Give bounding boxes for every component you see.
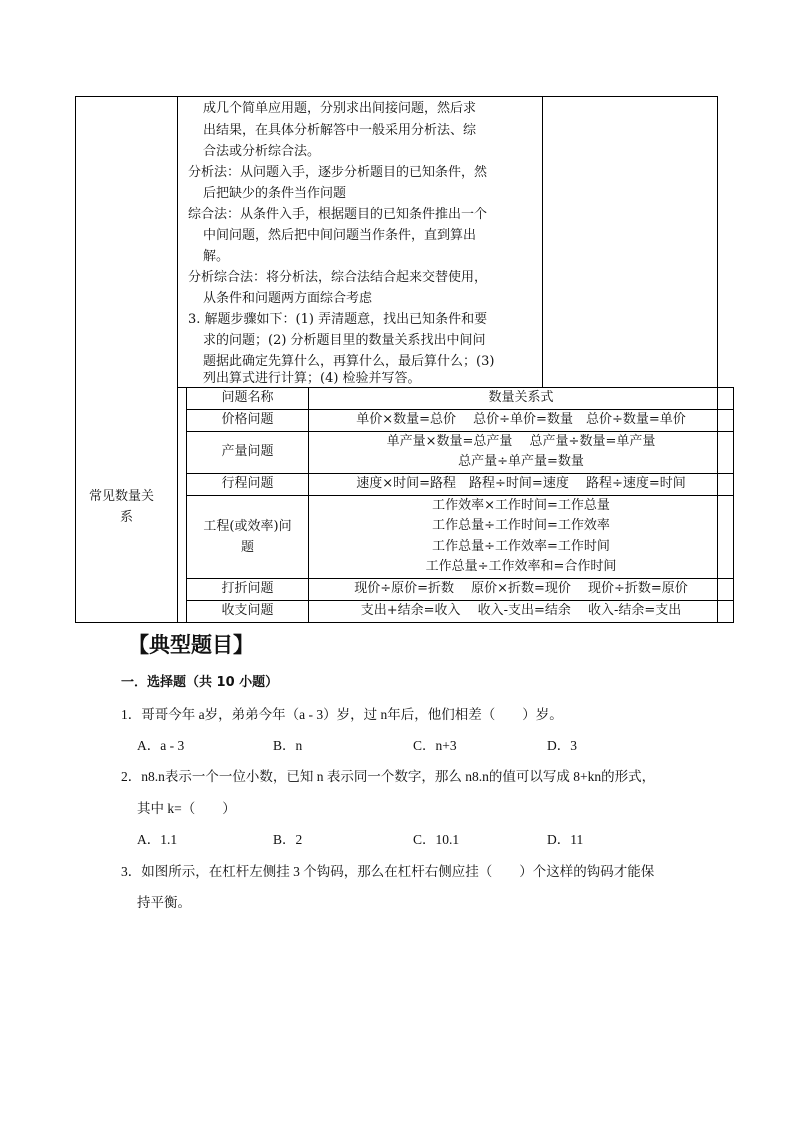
- upper-line: 分析综合法：将分析法，综合法结合起来交替使用，: [188, 270, 488, 285]
- row-formula: 工作总量÷工作时间=工作效率: [432, 518, 610, 533]
- row-name: 产量问题: [221, 444, 274, 459]
- section-title: 【典型题目】: [128, 633, 254, 657]
- row-name: 行程问题: [221, 476, 274, 491]
- row-name: 题: [240, 540, 254, 555]
- header-formula: 数量关系式: [488, 390, 554, 405]
- upper-line: 列出算式进行计算；(4) 检验并写答。: [203, 371, 421, 386]
- left-label: 常见数量关: [89, 489, 155, 504]
- row-formula: 工作总量÷工作效率和=合作时间: [425, 559, 617, 574]
- row-formula: 工作总量÷工作效率=工作时间: [432, 539, 610, 554]
- option-b[interactable]: B．n: [273, 738, 303, 753]
- upper-line: 综合法：从条件入手，根据题目的已知条件推出一个: [188, 207, 488, 222]
- subsection-title: 一．选择题（共 10 小题）: [121, 675, 279, 690]
- upper-line: 题据此确定先算什么，再算什么，最后算什么；(3): [203, 354, 495, 369]
- upper-line: 合法或分析综合法。: [203, 144, 321, 159]
- option-a[interactable]: A．a - 3: [137, 738, 185, 753]
- row-name: 价格问题: [221, 412, 274, 427]
- upper-line: 解。: [203, 249, 230, 264]
- upper-line: 中间问题，然后把中间问题当作条件，直到算出: [203, 228, 477, 243]
- row-formula: 支出+结余=收入 收入-支出=结余 收入-结余=支出: [360, 603, 682, 618]
- option-d[interactable]: D．11: [547, 832, 584, 847]
- upper-line: 从条件和问题两方面综合考虑: [203, 291, 373, 306]
- header-name: 问题名称: [221, 390, 274, 405]
- question-3-cont: 持平衡。: [137, 895, 191, 910]
- option-a[interactable]: A．1.1: [137, 832, 178, 847]
- row-formula: 总产量÷单产量=数量: [458, 454, 584, 469]
- upper-line: 成几个简单应用题，分别求出间接问题，然后求: [203, 101, 477, 116]
- option-c[interactable]: C．10.1: [413, 832, 460, 847]
- left-label: 系: [120, 510, 134, 525]
- row-name: 工程(或效率)问: [203, 519, 292, 534]
- question-3: 3．如图所示，在杠杆左侧挂 3 个钩码，那么在杠杆右侧应挂（ ）个这样的钩码才能保: [121, 864, 655, 879]
- row-name: 收支问题: [221, 603, 274, 618]
- upper-line: 分析法：从问题入手，逐步分析题目的已知条件，然: [188, 165, 488, 180]
- option-d[interactable]: D．3: [547, 738, 577, 753]
- row-formula: 工作效率×工作时间=工作总量: [432, 498, 610, 513]
- upper-line: 3. 解题步骤如下：(1) 弄清题意，找出已知条件和要: [188, 312, 488, 327]
- option-c[interactable]: C．n+3: [413, 738, 457, 753]
- upper-line: 后把缺少的条件当作问题: [203, 186, 347, 201]
- question-1: 1．哥哥今年 a岁，弟弟今年（a - 3）岁，过 n年后，他们相差（ ）岁。: [121, 707, 563, 722]
- row-formula: 单价×数量=总价 总价÷单价=数量 总价÷数量=单价: [356, 412, 686, 427]
- question-2-cont: 其中 k=（ ）: [137, 801, 236, 816]
- row-formula: 现价÷原价=折数 原价×折数=现价 现价÷折数=原价: [354, 581, 688, 596]
- upper-line: 出结果，在具体分析解答中一般采用分析法、综: [203, 123, 477, 138]
- row-name: 打折问题: [221, 581, 274, 596]
- row-formula: 速度×时间=路程 路程÷时间=速度 路程÷速度=时间: [356, 476, 686, 491]
- row-formula: 单产量×数量=总产量 总产量÷数量=单产量: [386, 434, 656, 449]
- option-b[interactable]: B．2: [273, 832, 303, 847]
- question-2: 2．n8.n表示一个一位小数，已知 n 表示同一个数字，那么 n8.n的值可以写成 8+kn的形式，: [121, 769, 656, 784]
- upper-line: 求的问题；(2) 分析题目里的数量关系找出中间问: [203, 333, 486, 348]
